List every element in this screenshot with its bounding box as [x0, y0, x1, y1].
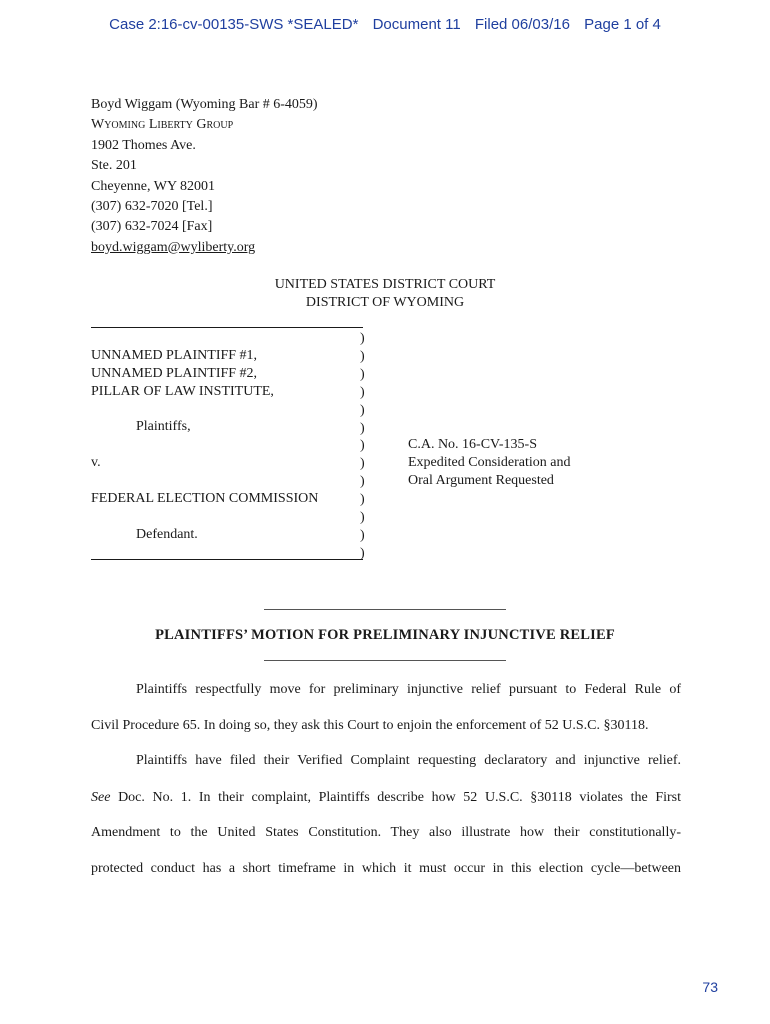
- defendant-name: FEDERAL ELECTION COMMISSION: [91, 491, 319, 506]
- paragraph-2-line-4: protected conduct has a short timeframe in which it must occur in this election cycle—between: [91, 861, 681, 876]
- plaintiff-2: UNNAMED PLAINTIFF #2,: [91, 366, 258, 381]
- filed-date: Filed 06/03/16: [474, 16, 570, 33]
- paragraph-2-line-3: Amendment to the United States Constitution. They also illustrate how their constitutionally-: [91, 825, 681, 840]
- title-bottom-rule: [264, 660, 506, 661]
- plaintiff-1: UNNAMED PLAINTIFF #1,: [91, 348, 258, 363]
- plaintiffs-label: Plaintiffs,: [136, 419, 191, 434]
- attorney-email-link[interactable]: boyd.wiggam@wyliberty.org: [91, 239, 256, 255]
- civil-action-number: C.A. No. 16-CV-135-S: [408, 437, 537, 452]
- paragraph-1-line-1: Plaintiffs respectfully move for preliminary injunctive relief pursuant to Federal Rule of: [136, 682, 681, 697]
- paragraph-2-line-2: [91, 790, 681, 806]
- paragraph-2-line-2-text: Doc. No. 1. In their complaint, Plaintiffs describe how 52 U.S.C. §30118 violates the First: [110, 790, 681, 805]
- attorney-firm: Wyoming Liberty Group: [91, 117, 234, 133]
- attorney-tel: (307) 632-7020 [Tel.]: [91, 199, 213, 215]
- defendant-label: Defendant.: [136, 527, 198, 542]
- page-of: Page 1 of 4: [584, 16, 661, 33]
- attorney-block: [91, 95, 318, 258]
- motion-title: PLAINTIFFS’ MOTION FOR PRELIMINARY INJUNCTIVE RELIEF: [155, 627, 615, 643]
- expedited-line-2: Oral Argument Requested: [408, 473, 554, 488]
- court-name: UNITED STATES DISTRICT COURT: [274, 277, 496, 292]
- filing-header: [0, 16, 770, 33]
- attorney-fax: (307) 632-7024 [Fax]: [91, 219, 213, 235]
- attorney-address-line2: Ste. 201: [91, 158, 137, 174]
- attorney-address-line1: 1902 Thomes Ave.: [91, 137, 196, 153]
- versus: v.: [91, 455, 101, 470]
- court-district: DISTRICT OF WYOMING: [305, 295, 465, 310]
- see-signal: See: [91, 790, 111, 805]
- plaintiff-3: PILLAR OF LAW INSTITUTE,: [91, 384, 274, 399]
- case-number: Case 2:16-cv-00135-SWS *SEALED*: [109, 16, 359, 33]
- caption-parentheses: ) ) ) ) ) ) ) ) ) ) ) ) ): [360, 331, 365, 561]
- document-number: Document 11: [372, 16, 461, 33]
- page-number: 73: [702, 979, 718, 995]
- attorney-name: Boyd Wiggam (Wyoming Bar # 6-4059): [91, 97, 318, 112]
- paragraph-1-line-2: Civil Procedure 65. In doing so, they ask this Court to enjoin the enforcement of 52 U.S.C. §30118.: [91, 718, 649, 733]
- attorney-city: Cheyenne, WY 82001: [91, 178, 216, 194]
- caption-top-rule: [91, 327, 363, 328]
- case-info: [408, 436, 571, 490]
- title-top-rule: [264, 609, 506, 610]
- court-heading: [0, 276, 770, 312]
- paragraph-2-line-1: Plaintiffs have filed their Verified Complaint requesting declaratory and injunctive relief.: [136, 753, 681, 768]
- expedited-line-1: Expedited Consideration and: [408, 455, 571, 470]
- caption-bottom-rule: [91, 559, 363, 560]
